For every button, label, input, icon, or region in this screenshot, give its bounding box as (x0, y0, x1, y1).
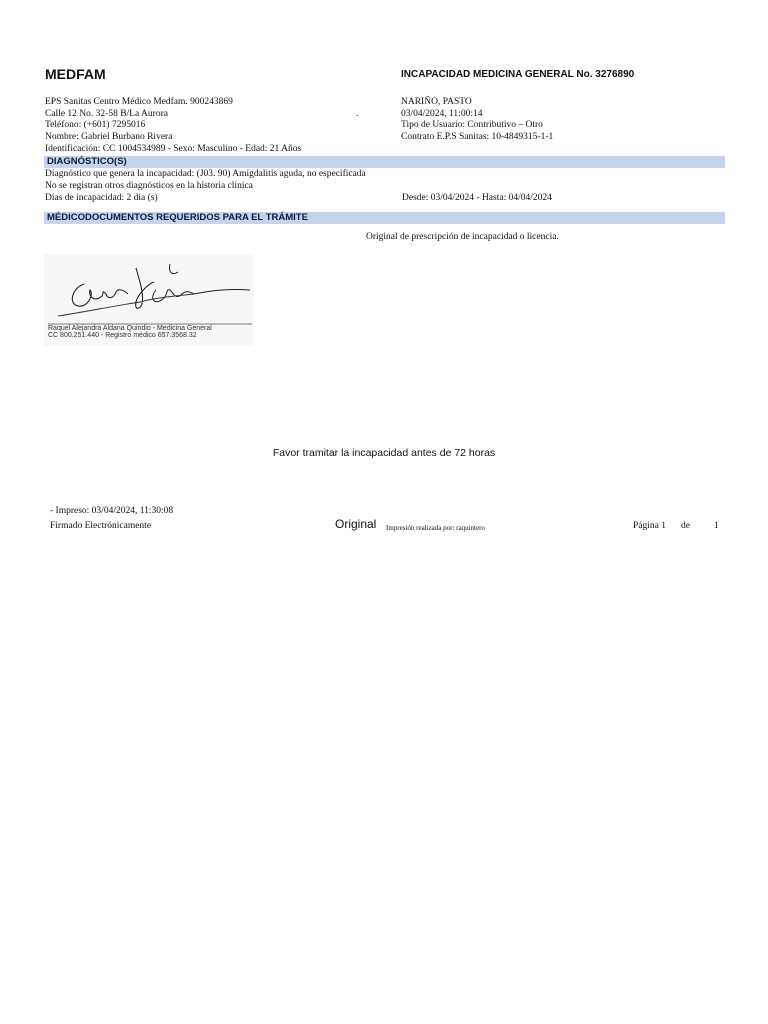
original-label: Original (335, 517, 377, 531)
phone-line: Teléfono: (+601) 7295016 (45, 120, 146, 130)
signed-electronically: Firmado Electrónicamente (50, 521, 152, 531)
processing-notice: Favor tramitar la incapacidad antes de 72 horas (272, 447, 496, 459)
brand-title: MEDFAM (45, 66, 106, 82)
address-line: Calle 12 No. 32-58 B/La Aurora (45, 109, 168, 119)
patient-id: Identificación: CC 1004534989 - Sexo: Masculino - Edad: 21 Años (45, 144, 302, 154)
documents-heading: MÉDICODOCUMENTOS REQUERIDOS PARA EL TRÁMITE (44, 212, 725, 224)
patient-name: Nombre: Gabriel Burbano Rivera (45, 132, 173, 142)
location: NARIÑO, PASTO (401, 97, 472, 107)
document-title: INCAPACIDAD MEDICINA GENERAL No. 3276890 (401, 69, 635, 80)
diagnosis-line: Diagnóstico que genera la incapacidad: (J03. 90) Amigdalitis aguda, no especificada (45, 169, 366, 179)
other-diagnosis-line: No se registran otros diagnósticos en la historia clínica (45, 181, 253, 191)
issue-datetime: 03/04/2024, 11:00:14 (401, 109, 483, 119)
user-type: Tipo de Usuario: Contributivo – Otro (401, 120, 543, 130)
signature-caption: Raquel Alejandra Aldana Quindio - Medicina General CC 800.251.440 - Registro médico 657.3568.32 (48, 325, 212, 339)
separator-dot: . (356, 109, 359, 119)
eps-line: EPS Sanitas Centro Médico Medfam. 900243869 (45, 97, 233, 107)
page-of: de (681, 521, 690, 531)
printed-by: Impresión realizada por: raquintero (386, 524, 485, 532)
page-total: 1 (714, 521, 719, 531)
date-range: Desde: 03/04/2024 - Hasta: 04/04/2024 (402, 193, 552, 203)
page-number: Página 1 (633, 521, 666, 531)
contract-number: Contrato E.P.S Sanitas: 10-4849315-1-1 (401, 132, 554, 142)
printed-timestamp: - Impreso: 03/04/2024, 11:30:08 (50, 506, 174, 516)
diagnostics-heading: DIAGNÓSTICO(S) (44, 156, 725, 168)
required-document: Original de prescripción de incapacidad o licencia. (366, 232, 559, 242)
disability-days: Días de incapacidad: 2 día (s) (45, 193, 158, 203)
